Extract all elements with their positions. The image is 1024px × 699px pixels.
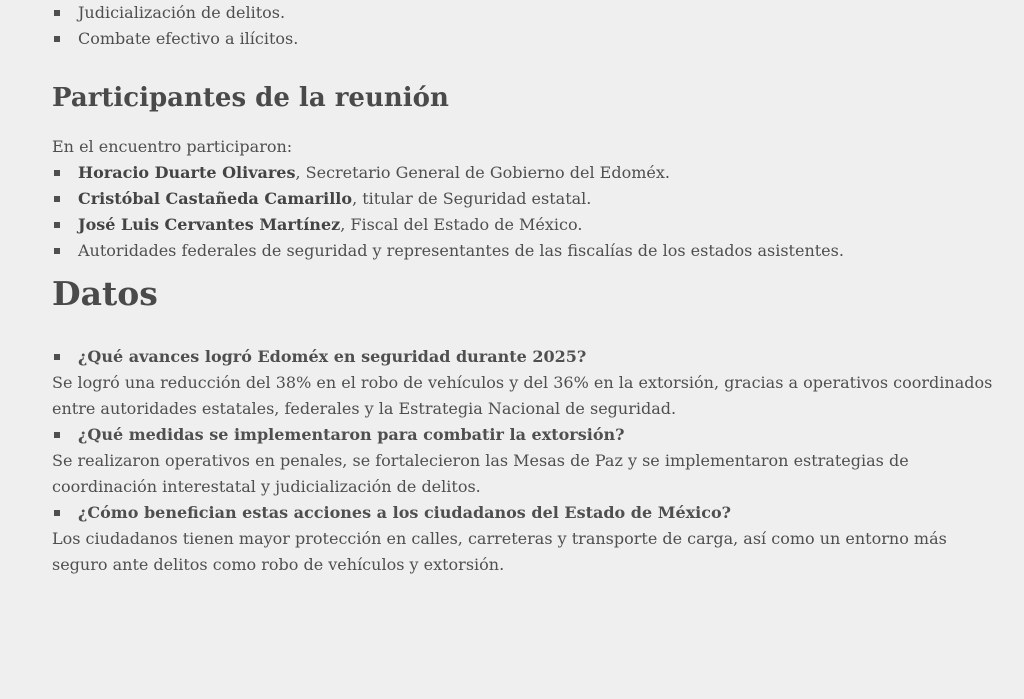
square-bullet-icon — [54, 222, 60, 228]
square-bullet-icon — [54, 432, 60, 438]
faq-question — [52, 422, 994, 448]
faq-question-text: ¿Qué avances logró Edoméx en seguridad durante 2025? — [78, 347, 587, 366]
faq-list — [52, 344, 994, 578]
list-item-text: Combate efectivo a ilícitos. — [78, 29, 299, 48]
participant-role: , titular de Seguridad estatal. — [352, 189, 592, 208]
square-bullet-icon — [54, 248, 60, 254]
participant-name: Cristóbal Castañeda Camarillo — [78, 189, 353, 208]
faq-answer: Los ciudadanos tienen mayor protección en calles, carreteras y transporte de carga, así como un entorno más seguro ante delitos como robo de vehículos y extorsión. — [52, 529, 947, 574]
square-bullet-icon — [54, 510, 60, 516]
square-bullet-icon — [54, 354, 60, 360]
participant-item — [52, 160, 994, 186]
participant-name: Horacio Duarte Olivares — [78, 163, 296, 182]
faq-question — [52, 500, 994, 526]
participant-item — [52, 186, 994, 212]
participant-role: , Secretario General de Gobierno del Edoméx. — [295, 163, 670, 182]
square-bullet-icon — [54, 36, 60, 42]
square-bullet-icon — [54, 170, 60, 176]
participants-intro: En el encuentro participaron: — [52, 137, 293, 156]
square-bullet-icon — [54, 196, 60, 202]
list-item — [52, 26, 994, 52]
participants-heading: Participantes de la reunión — [52, 83, 449, 113]
datos-heading: Datos — [52, 274, 158, 313]
bullet-list-actions — [52, 0, 994, 52]
faq-answer: Se realizaron operativos en penales, se fortalecieron las Mesas de Paz y se implementaron estrategias de coordinación interestatal y judicialización de delitos. — [52, 451, 909, 496]
list-item-text: Judicialización de delitos. — [78, 3, 286, 22]
faq-answer: Se logró una reducción del 38% en el robo de vehículos y del 36% en la extorsión, gracias a operativos coordinados entre autoridades estatales, federales y la Estrategia Nacional de seguridad. — [52, 373, 993, 418]
participant-role: Autoridades federales de seguridad y representantes de las fiscalías de los estados asistentes. — [78, 241, 844, 260]
participant-item — [52, 212, 994, 238]
participant-name: José Luis Cervantes Martínez — [78, 215, 341, 234]
participant-item — [52, 238, 994, 264]
faq-question — [52, 344, 994, 370]
faq-question-text: ¿Cómo benefician estas acciones a los ciudadanos del Estado de México? — [78, 503, 732, 522]
list-item — [52, 0, 994, 26]
square-bullet-icon — [54, 10, 60, 16]
participant-role: , Fiscal del Estado de México. — [340, 215, 583, 234]
faq-question-text: ¿Qué medidas se implementaron para combatir la extorsión? — [78, 425, 625, 444]
participants-list — [52, 160, 994, 264]
